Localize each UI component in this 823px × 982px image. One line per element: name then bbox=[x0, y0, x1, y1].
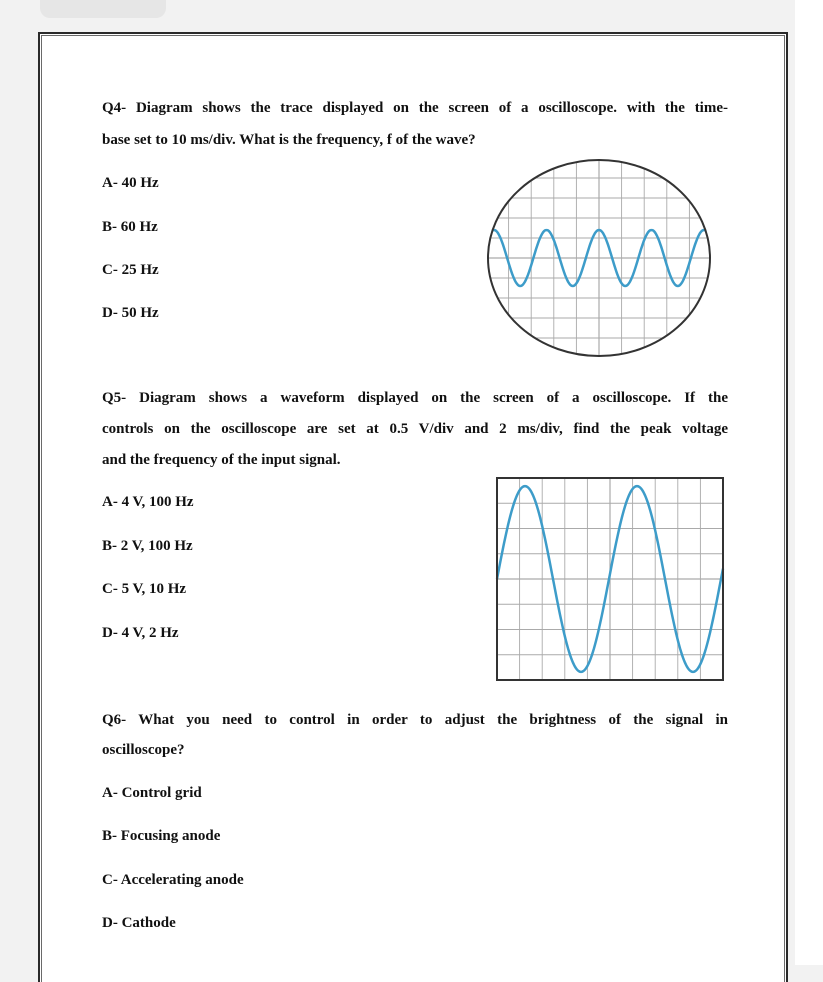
q6-number: Q6- bbox=[102, 712, 127, 728]
q4-question-line1 bbox=[102, 98, 728, 118]
q4-text-line1: Diagram shows the trace displayed on the screen of a oscilloscope. with the time- bbox=[135, 100, 729, 116]
q6-text-line1: What you need to control in order to adjust the brightness of the signal in bbox=[138, 712, 728, 728]
q4-option-b[interactable]: B- 60 Hz bbox=[102, 219, 158, 235]
q5-option-b[interactable]: B- 2 V, 100 Hz bbox=[102, 538, 193, 554]
q4-option-a[interactable]: A- 40 Hz bbox=[102, 175, 159, 191]
q4-option-d[interactable]: D- 50 Hz bbox=[102, 305, 159, 321]
q5-option-a[interactable]: A- 4 V, 100 Hz bbox=[102, 494, 194, 510]
scroll-gutter bbox=[795, 0, 823, 965]
q5-text-line1: Diagram shows a waveform displayed on the screen of a oscilloscope. If the bbox=[139, 390, 728, 406]
q5-question-line1 bbox=[102, 388, 728, 408]
q6-question-line2: oscilloscope? bbox=[102, 742, 185, 758]
q4-number: Q4- bbox=[102, 100, 127, 116]
q6-question-line1 bbox=[102, 710, 728, 730]
q4-option-c[interactable]: C- 25 Hz bbox=[102, 262, 159, 278]
q5-number: Q5- bbox=[102, 390, 127, 406]
q6-option-c[interactable]: C- Accelerating anode bbox=[102, 872, 244, 888]
q6-option-b[interactable]: B- Focusing anode bbox=[102, 828, 221, 844]
q6-option-a[interactable]: A- Control grid bbox=[102, 785, 202, 801]
q6-option-d[interactable]: D- Cathode bbox=[102, 915, 176, 931]
q5-option-d[interactable]: D- 4 V, 2 Hz bbox=[102, 625, 179, 641]
q5-question-line3: and the frequency of the input signal. bbox=[102, 452, 341, 468]
q4-question-line2: base set to 10 ms/div. What is the frequency, f of the wave? bbox=[102, 132, 476, 148]
q5-question-line2: controls on the oscilloscope are set at 0.5 V/div and 2 ms/div, find the peak voltage bbox=[102, 421, 728, 437]
browser-tab bbox=[40, 0, 166, 18]
oscilloscope-round-screen bbox=[486, 158, 712, 358]
oscilloscope-rect-screen bbox=[497, 478, 723, 680]
q5-option-c[interactable]: C- 5 V, 10 Hz bbox=[102, 581, 187, 597]
document-page bbox=[38, 32, 788, 982]
